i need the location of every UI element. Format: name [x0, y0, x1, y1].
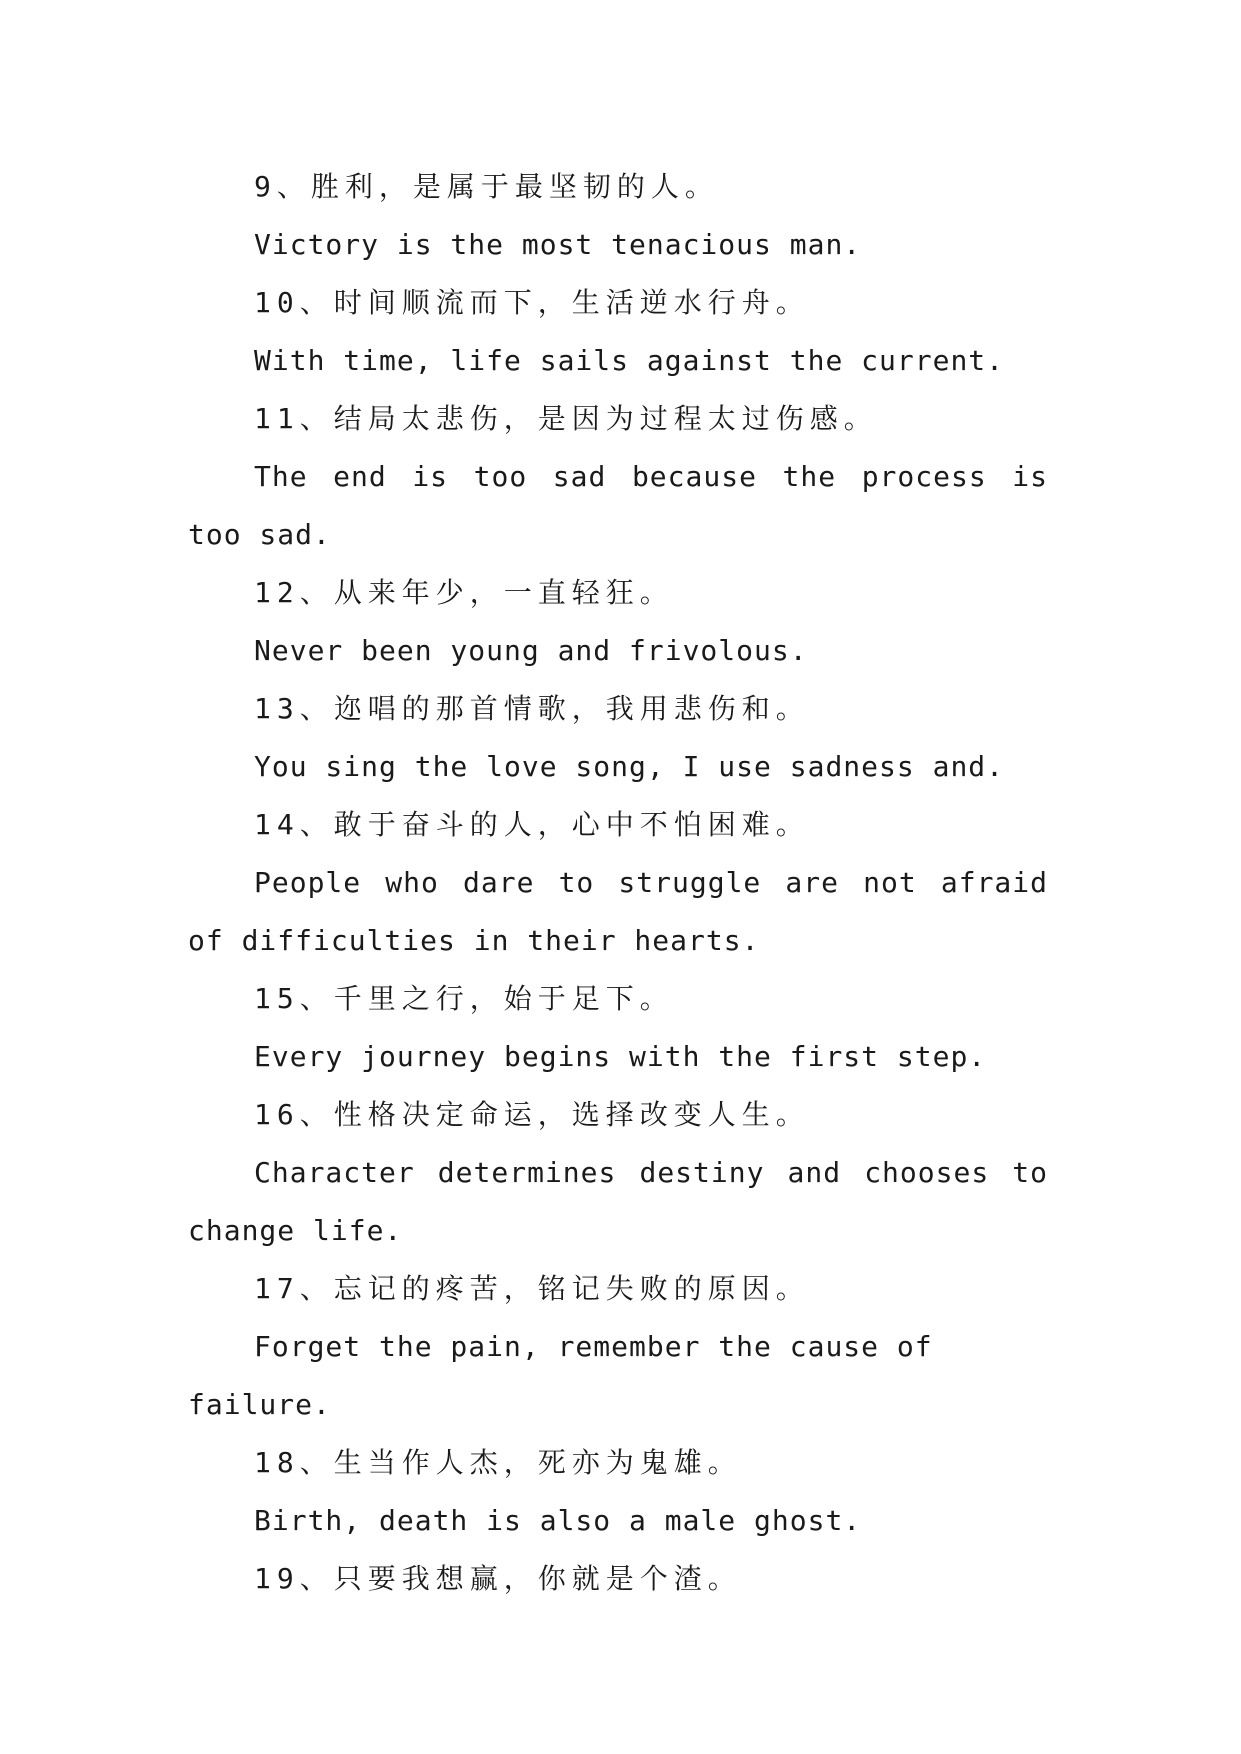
quote-18-chinese: 18、生当作人杰，死亦为鬼雄。: [254, 1446, 742, 1479]
quote-10-chinese: 10、时间顺流而下，生活逆水行舟。: [254, 286, 810, 319]
quote-15-english: Every journey begins with the first step.: [254, 1040, 987, 1073]
quote-10-english: With time, life sails against the current.: [254, 344, 1005, 377]
quote-12-english: Never been young and frivolous.: [254, 634, 808, 667]
quote-14-chinese: 14、敢于奋斗的人，心中不怕困难。: [254, 808, 810, 841]
quote-11-english: The end is too sad because the process is too sad.: [188, 460, 1048, 551]
quote-14-english: People who dare to struggle are not afraid of difficulties in their hearts.: [188, 866, 1048, 957]
quote-19-chinese: 19、只要我想赢，你就是个渣。: [254, 1562, 742, 1595]
quote-13-english: You sing the love song, I use sadness and.: [254, 750, 1005, 783]
quote-12-chinese: 12、从来年少，一直轻狂。: [254, 576, 674, 609]
quote-13-chinese: 13、迩唱的那首情歌，我用悲伤和。: [254, 692, 810, 725]
quote-16-english: Character determines destiny and chooses to change life.: [188, 1156, 1048, 1247]
quote-11-chinese: 11、结局太悲伤，是因为过程太过伤感。: [254, 402, 878, 435]
quote-17-chinese: 17、忘记的疼苦，铭记失败的原因。: [254, 1272, 810, 1305]
document-body: [188, 158, 1048, 1608]
quote-9-chinese: 9、胜利，是属于最坚韧的人。: [254, 170, 719, 203]
quote-9-english: Victory is the most tenacious man.: [254, 228, 862, 261]
quote-16-chinese: 16、性格决定命运，选择改变人生。: [254, 1098, 810, 1131]
quote-17-english: Forget the pain, remember the cause of failure.: [188, 1330, 933, 1421]
quote-15-chinese: 15、千里之行，始于足下。: [254, 982, 674, 1015]
quote-18-english: Birth, death is also a male ghost.: [254, 1504, 862, 1537]
